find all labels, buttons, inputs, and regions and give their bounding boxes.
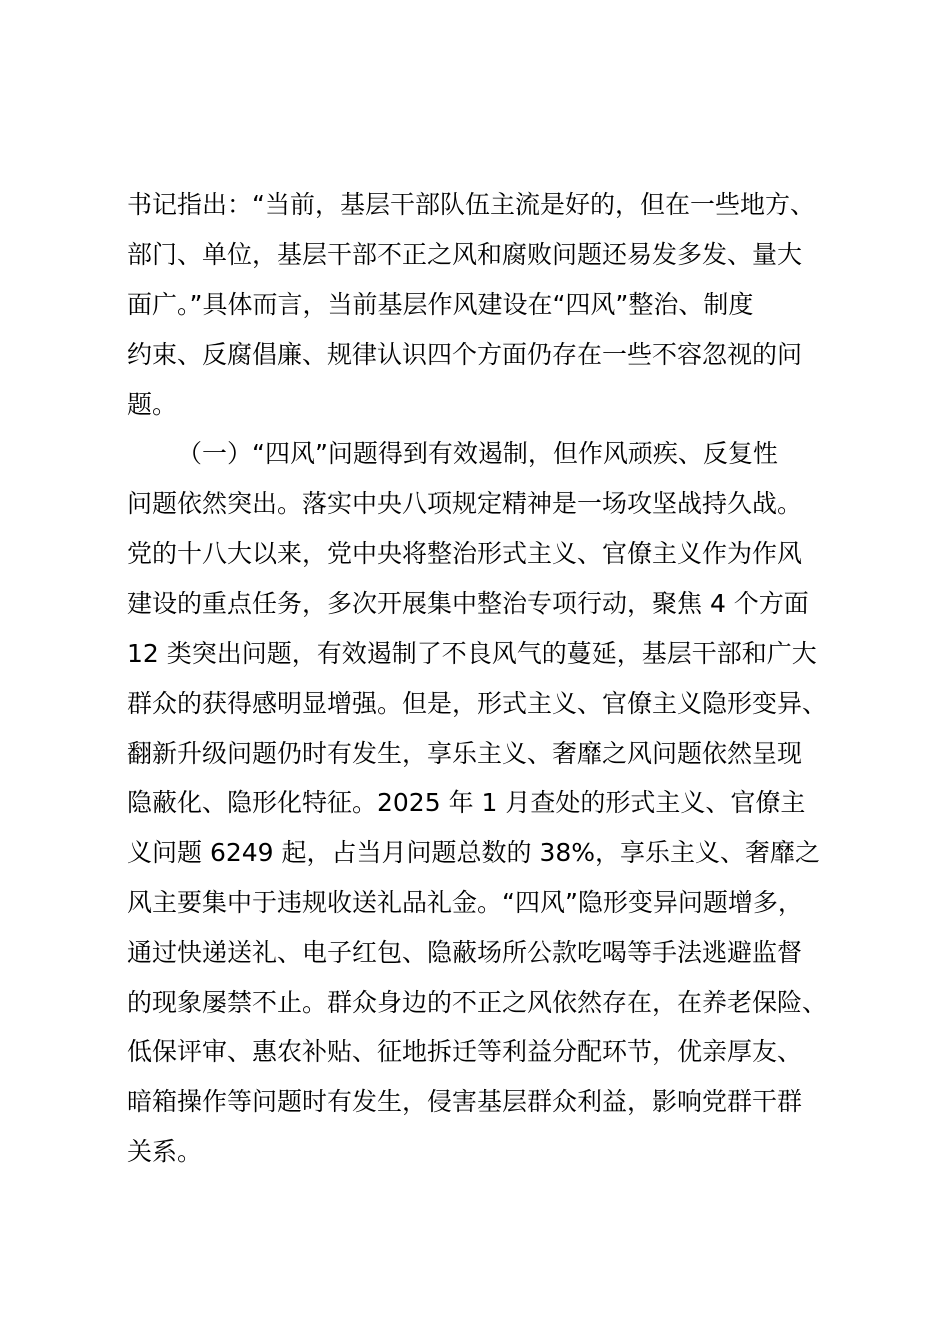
- body-text-line: 低保评审、惠农补贴、征地拆迁等利益分配环节，优亲厚友、: [127, 1037, 803, 1066]
- body-text-line: 关系。: [127, 1137, 203, 1166]
- body-text-line: 义问题 6249 起，占当月问题总数的 38%，享乐主义、奢靡之: [127, 838, 821, 867]
- body-text-line: 党的十八大以来，党中央将整治形式主义、官僚主义作为作风: [127, 539, 803, 568]
- body-text-line: 翻新升级问题仍时有发生，享乐主义、奢靡之风问题依然呈现: [127, 739, 803, 768]
- body-text-line: 约束、反腐倡廉、规律认识四个方面仍存在一些不容忽视的问: [127, 340, 803, 369]
- body-text-line: 问题依然突出。落实中央八项规定精神是一场攻坚战持久战。: [127, 489, 803, 518]
- section-heading-line: （一）“四风”问题得到有效遏制，但作风顽疾、反复性: [177, 439, 778, 468]
- body-text-line: 的现象屡禁不止。群众身边的不正之风依然存在，在养老保险、: [127, 988, 828, 1017]
- body-text-line: 12 类突出问题，有效遏制了不良风气的蔓延，基层干部和广大: [127, 639, 817, 668]
- body-text-line: 隐蔽化、隐形化特征。2025 年 1 月查处的形式主义、官僚主: [127, 788, 806, 817]
- body-text-line: 部门、单位，基层干部不正之风和腐败问题还易发多发、量大: [127, 240, 803, 269]
- body-text-line: 群众的获得感明显增强。但是，形式主义、官僚主义隐形变异、: [127, 689, 828, 718]
- body-text-line: 通过快递送礼、电子红包、隐蔽场所公款吃喝等手法逃避监督: [127, 938, 803, 967]
- body-text-line: 建设的重点任务，多次开展集中整治专项行动，聚焦 4 个方面: [127, 589, 809, 618]
- body-text-line: 风主要集中于违规收送礼品礼金。“四风”隐形变异问题增多，: [127, 888, 803, 917]
- body-text-line: 书记指出：“当前，基层干部队伍主流是好的，但在一些地方、: [127, 190, 815, 219]
- body-text-line: 题。: [127, 390, 178, 419]
- body-text-line: 暗箱操作等问题时有发生，侵害基层群众利益，影响党群干群: [127, 1087, 803, 1116]
- body-text-line: 面广。”具体而言，当前基层作风建设在“四风”整治、制度: [127, 290, 754, 319]
